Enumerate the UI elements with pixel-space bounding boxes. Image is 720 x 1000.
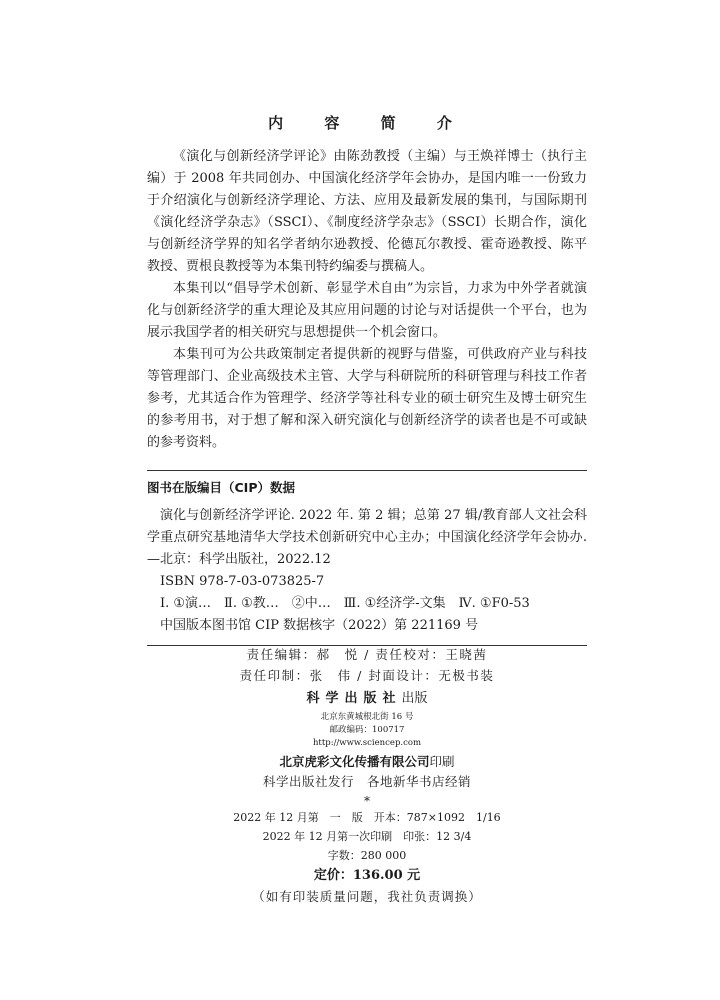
word-count: 字数：280 000: [327, 849, 407, 862]
publisher-line: [147, 687, 587, 711]
edition-line: 2022 年 12 月第 一 版 开本：787×1092 1/16: [233, 811, 501, 824]
cip-description: 演化与创新经济学评论. 2022 年. 第 2 辑；总第 27 辑/教育部人文社会科学重点研究基地清华大学技术创新研究中心主办；中国演化经济学年会协办. —北京：科学出版社，2022.12: [147, 508, 587, 567]
publisher-name: 科学出版社: [306, 691, 402, 706]
printing-info-line: 2022 年 12 月第一次印刷 印张：12 3/4: [262, 830, 472, 843]
content-summary: [147, 146, 587, 454]
printer-suffix: 印刷: [429, 754, 455, 769]
quality-notice: （如有印装质量问题，我社负责调换）: [252, 889, 482, 904]
summary-paragraph: 本集刊可为公共政策制定者提供新的视野与借鉴，可供政府产业与科技等管理部门、企业高级技术主管、大学与科研院所的科研管理与科技工作者参考，尤其适合作为管理学、经济学等社科专业的硕士研究生及博士研究生的参考用书，对于想了解和深入研究演化与创新经济学的读者也是不可或缺的参考资料。: [147, 347, 587, 450]
page-title: 内 容 简 介: [268, 114, 470, 132]
imprint-block: [147, 644, 587, 907]
summary-paragraph: 本集刊以“倡导学术创新、彰显学术自由”为宗旨，力求为中外学者就演化与创新经济学的重大理论及其应用问题的讨论与对话提供一个平台，也为展示我国学者的相关研究与思想提供一个机会窗口。: [147, 281, 587, 340]
printing-credits-line: 责任印制：张 伟 / 封面设计：无极书装: [239, 668, 495, 683]
cip-top-rule: [147, 470, 587, 471]
summary-paragraph: 《演化与创新经济学评论》由陈劲教授（主编）与王焕祥博士（执行主编）于 2008 年共同创办、中国演化经济学年会协办，是国内唯一一份致力于介绍演化与创新经济学理论、方法、应用及最新发展的集刊，与国际期刊《演化经济学杂志》（SSCI）、《制度经济学杂志》（SSCI）长期合作，演化与创新经济学界的知名学者纳尔逊教授、伦德瓦尔教授、霍奇逊教授、陈平教授、贾根良教授等为本集刊特约编委与撰稿人。: [147, 149, 587, 274]
separator-asterisk: *: [364, 794, 370, 808]
cip-isbn: ISBN 978-7-03-073825-7: [160, 574, 325, 589]
cip-core-number: 中国版本图书馆 CIP 数据核字（2022）第 221169 号: [160, 618, 479, 633]
publisher-postcode: 邮政编码：100717: [329, 725, 405, 735]
printer-name: 北京虎彩文化传播有限公司: [279, 754, 430, 769]
cip-data-block: [147, 470, 587, 646]
cip-heading: 图书在版编目（CIP）数据: [147, 480, 295, 495]
publisher-website: http://www.sciencep.com: [312, 738, 422, 748]
editors-line: 责任编辑：郝 悦 / 责任校对：王晓茜: [246, 647, 488, 662]
distribution-line: 科学出版社发行 各地新华书店经销: [262, 774, 471, 789]
printer-line: [147, 752, 587, 772]
price: 定价：136.00 元: [313, 868, 421, 883]
publisher-address: 北京东黄城根北街 16 号: [320, 712, 414, 722]
publisher-suffix: 出版: [401, 691, 428, 706]
cip-classification: Ⅰ. ①演… Ⅱ. ①教… ②中… Ⅲ. ①经济学-文集 Ⅳ. ①F0-53: [160, 596, 530, 611]
